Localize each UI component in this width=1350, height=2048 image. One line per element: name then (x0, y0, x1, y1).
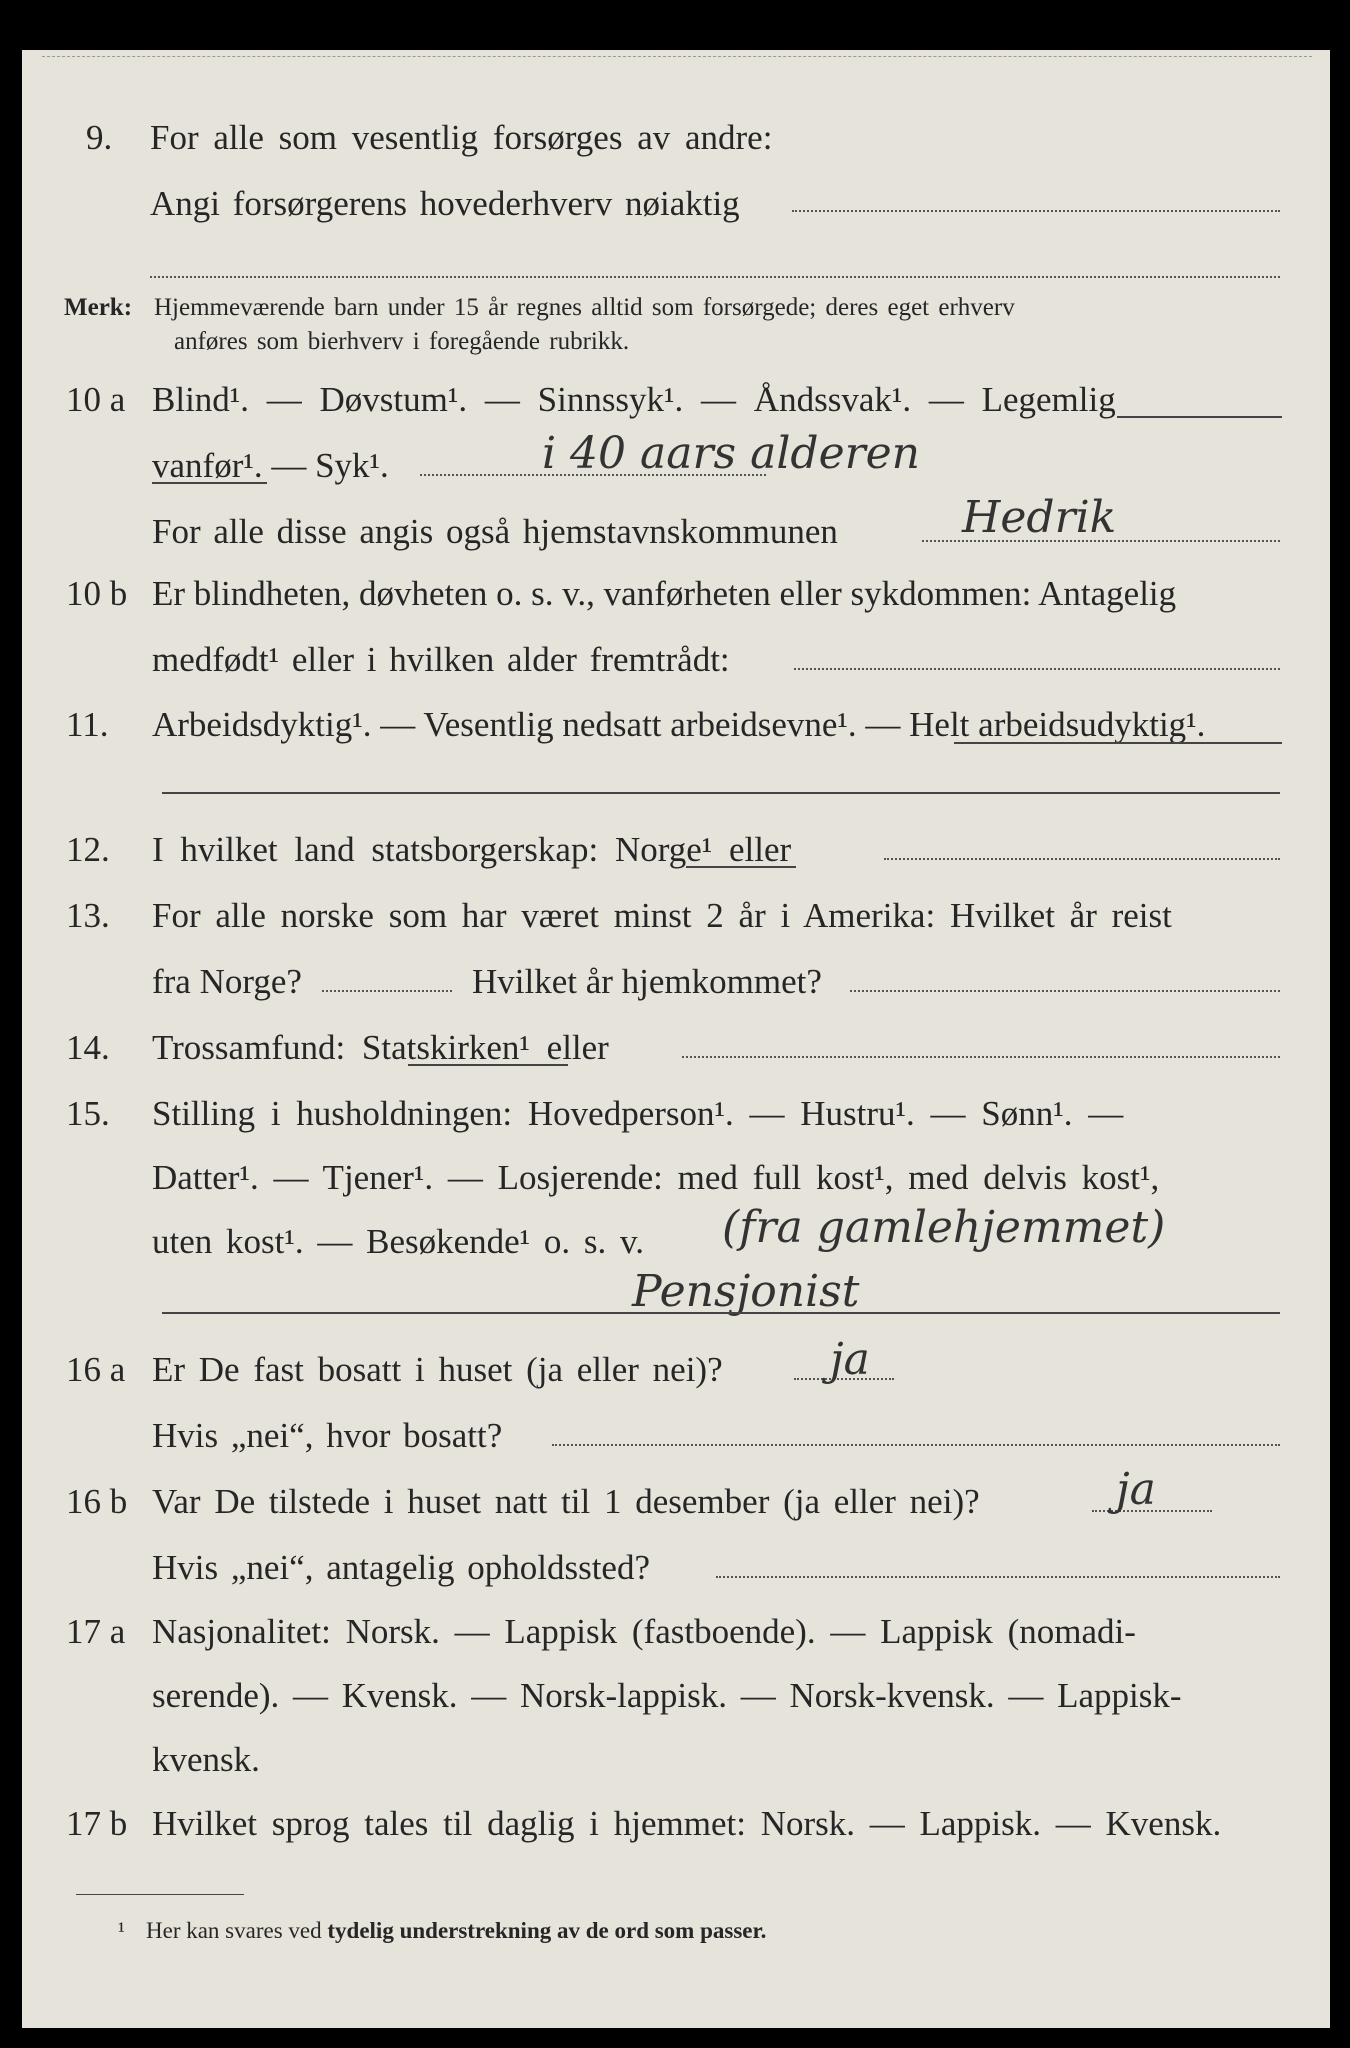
q15-number: 15. (66, 1094, 110, 1133)
q16a-bosatt-line[interactable] (552, 1444, 1280, 1446)
q10a-line3: For alle disse angis også hjemstavnskommunen (152, 512, 838, 551)
q17a-line2: serende). — Kvensk. — Norsk-lappisk. — Norsk-kvensk. — Lappisk- (152, 1676, 1182, 1715)
q11-line1: Arbeidsdyktig¹. — Vesentlig nedsatt arbeidsevne¹. — Helt arbeidsudyktig¹. (152, 705, 1206, 744)
q10a-legemlig-underline (1117, 416, 1282, 418)
q16b-number: 16 b (66, 1482, 128, 1521)
q13-number: 13. (66, 896, 110, 935)
q14-number: 14. (66, 1028, 110, 1067)
q16b-answer-handwriting: ja (1116, 1464, 1156, 1515)
q13-line1: For alle norske som har været minst 2 år i Amerika: Hvilket år reist (152, 896, 1172, 935)
q10a-line1: Blind¹. — Døvstum¹. — Sinnssyk¹. — Åndssvak¹. — Legemlig (152, 380, 1116, 419)
q12-line1: I hvilket land statsborgerskap: Norge¹ eller (152, 830, 792, 869)
q10a-line2: vanfør¹. — Syk¹. (152, 446, 389, 485)
q10b-line2: medfødt¹ eller i hvilken alder fremtrådt: (152, 640, 730, 679)
q9-line1: For alle som vesentlig forsørges av andre: (150, 118, 773, 157)
q15-line3: uten kost¹. — Besøkende¹ o. s. v. (152, 1222, 645, 1261)
footnote-mark: ¹ (118, 1918, 125, 1943)
q10b-number: 10 b (66, 574, 128, 613)
section-divider-2 (162, 1312, 1280, 1314)
q13-reist-line[interactable] (322, 990, 452, 992)
section-divider-1 (162, 792, 1280, 794)
q9-number: 9. (86, 118, 113, 157)
q16a-answer-handwriting: ja (830, 1334, 870, 1385)
q15-line1: Stilling i husholdningen: Hovedperson¹. — Hustru¹. — Sønn¹. — (152, 1094, 1124, 1133)
q13-line2a: fra Norge? (152, 962, 302, 1001)
q10a-number: 10 a (66, 380, 126, 419)
footnote-text-start: Her kan svares ved (146, 1918, 322, 1943)
q15-answer-handwriting-2: Pensjonist (632, 1266, 860, 1317)
q12-norge-underline (686, 866, 796, 868)
q17b-line1: Hvilket sprog tales til daglig i hjemmet: Norsk. — Lappisk. — Kvensk. (152, 1804, 1222, 1843)
q12-answer-line[interactable] (884, 858, 1280, 860)
q10a-vanfor-underline (152, 482, 267, 484)
q10a-answer-handwriting: i 40 aars alderen (542, 428, 921, 479)
q10a-hjemstavn-handwriting: Hedrik (962, 492, 1117, 543)
q15-line2: Datter¹. — Tjener¹. — Losjerende: med full kost¹, med delvis kost¹, (152, 1158, 1160, 1197)
q11-underline (954, 742, 1282, 744)
q9-answer-line2[interactable] (150, 276, 1280, 278)
q14-answer-line[interactable] (682, 1056, 1280, 1058)
q15-answer-handwriting: (fra gamlehjemmet) (722, 1202, 1166, 1253)
q12-number: 12. (66, 830, 110, 869)
top-edge (42, 56, 1312, 57)
merk-label: Merk: (64, 294, 133, 321)
q9-answer-line[interactable] (792, 210, 1280, 212)
q10b-answer-line[interactable] (794, 668, 1280, 670)
merk-line2: anføres som bierhverv i foregående rubrikk. (174, 328, 630, 355)
merk-line1: Hjemmeværende barn under 15 år regnes alltid som forsørgede; deres eget erhverv (154, 294, 1015, 321)
q13-line2b: Hvilket år hjemkommet? (472, 962, 822, 1001)
q10b-line1: Er blindheten, døvheten o. s. v., vanførheten eller sykdommen: Antagelig (152, 574, 1177, 613)
q16a-line1: Er De fast bosatt i huset (ja eller nei)? (152, 1350, 723, 1389)
q17a-line3: kvensk. (152, 1740, 260, 1779)
q16b-opholdssted-line[interactable] (716, 1576, 1280, 1578)
footnote-text-bold: tydelig understrekning av de ord som passer. (327, 1918, 767, 1943)
census-form-page (22, 50, 1330, 2028)
q16b-line1: Var De tilstede i huset natt til 1 desember (ja eller nei)? (152, 1482, 980, 1521)
footnote-text (146, 1916, 766, 1946)
q17a-line1: Nasjonalitet: Norsk. — Lappisk (fastboende). — Lappisk (nomadi- (152, 1612, 1136, 1651)
footnote-rule (76, 1894, 244, 1895)
q14-line1: Trossamfund: Statskirken¹ eller (152, 1028, 609, 1067)
q16a-line2: Hvis „nei“, hvor bosatt? (152, 1416, 503, 1455)
q11-number: 11. (66, 705, 109, 744)
q13-hjemkommet-line[interactable] (850, 990, 1280, 992)
q17b-number: 17 b (66, 1804, 128, 1843)
q17a-number: 17 a (66, 1612, 126, 1651)
q16a-number: 16 a (66, 1350, 126, 1389)
q9-line2: Angi forsørgerens hovederhverv nøiaktig (150, 184, 740, 223)
q14-statskirken-underline (408, 1064, 568, 1066)
q16b-line2: Hvis „nei“, antagelig opholdssted? (152, 1548, 650, 1587)
